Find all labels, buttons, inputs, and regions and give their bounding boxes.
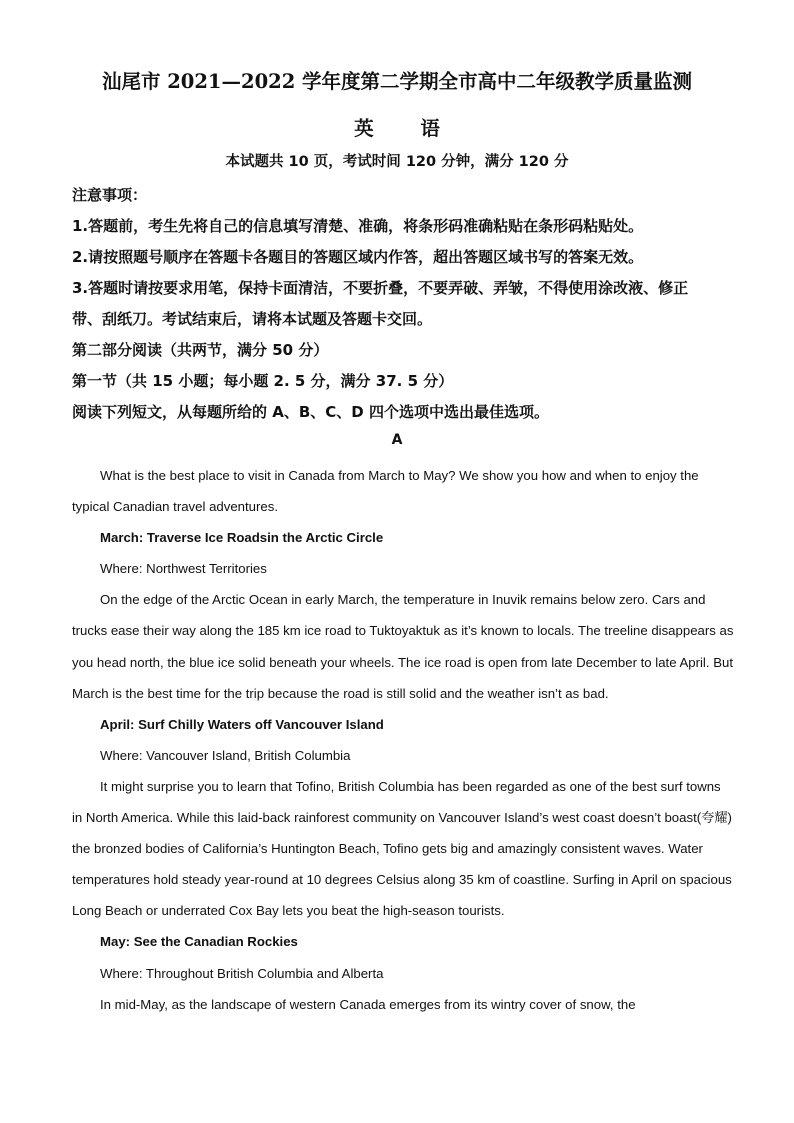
exam-title: 汕尾市 2021—2022 学年度第二学期全市高中二年级教学质量监测 [101,70,693,93]
reading-instruction: 阅读下列短文，从每题所给的 A、B、C、D 四个选项中选出最佳选项。 [72,403,549,421]
passage-line: you head north, the blue ice solid beneath your wheels. The ice road is open from late December to late April. But [72,654,733,670]
note-item-2: 2.请按照题号顺序在答题卡各题目的答题区域内作答，超出答题区域书写的答案无效。 [72,248,644,266]
location-line: Where: Vancouver Island, British Columbia [100,747,351,763]
passage-line: What is the best place to visit in Canada from March to May? We show you how and when to enjoy the [100,468,699,483]
passage-line: March is the best time for the trip because the road is still solid and the weather isn’t as bad. [72,685,609,701]
section-heading-april: April: Surf Chilly Waters off Vancouver Island [100,716,384,732]
subject-title: 英 语 [354,117,460,140]
passage-line: Long Beach or underrated Cox Bay lets you beat the high-season tourists. [72,903,505,919]
note-item-3-line-2: 带、刮纸刀。考试结束后，请将本试题及答题卡交回。 [72,310,433,328]
passage-line: in North America. While this laid-back rainforest community on Vancouver Island’s west coast doesn’t boast(夸耀) [72,810,732,826]
location-line: Where: Throughout British Columbia and Alberta [100,965,384,981]
section-heading-may: May: See the Canadian Rockies [100,934,298,950]
exam-info: 本试题共 10 页，考试时间 120 分钟，满分 120 分 [225,154,569,170]
passage-line: In mid-May, as the landscape of western Canada emerges from its wintry cover of snow, the [100,996,636,1012]
passage-line: temperatures hold steady year-round at 10 degrees Celsius along 35 km of coastline. Surfing in April on spacious [72,872,732,888]
passage-line: trucks ease their way along the 185 km ice road to Tuktoyaktuk as it’s known to locals. The treeline disappears as [72,623,734,639]
note-item-3-line-1: 3.答题时请按要求用笔，保持卡面清洁，不要折叠，不要弄破、弄皱，不得使用涂改液、修正 [72,279,689,297]
note-item-1: 1.答题前，考生先将自己的信息填写清楚、准确，将条形码准确粘贴在条形码粘贴处。 [72,217,644,235]
instructions-block [72,180,732,428]
part-two-heading: 第二部分阅读（共两节，满分 50 分） [72,341,329,359]
section-heading-march: March: Traverse Ice Roadsin the Arctic Circle [100,530,384,546]
passage-line: typical Canadian travel adventures. [72,499,278,515]
passage-line: the bronzed bodies of California’s Huntington Beach, Tofino gets big and amazingly consistent waves. Water [72,841,703,857]
section-one-heading: 第一节（共 15 小题；每小题 2. 5 分，满分 37. 5 分） [72,372,454,390]
passage-a [72,460,732,1020]
passage-letter: A [391,432,403,448]
passage-line: On the edge of the Arctic Ocean in early March, the temperature in Inuvik remains below zero. Cars and [100,592,706,608]
location-line: Where: Northwest Territories [100,561,267,577]
passage-line: It might surprise you to learn that Tofino, British Columbia has been regarded as one of the best surf towns [100,778,721,794]
notes-heading: 注意事项： [72,186,148,204]
